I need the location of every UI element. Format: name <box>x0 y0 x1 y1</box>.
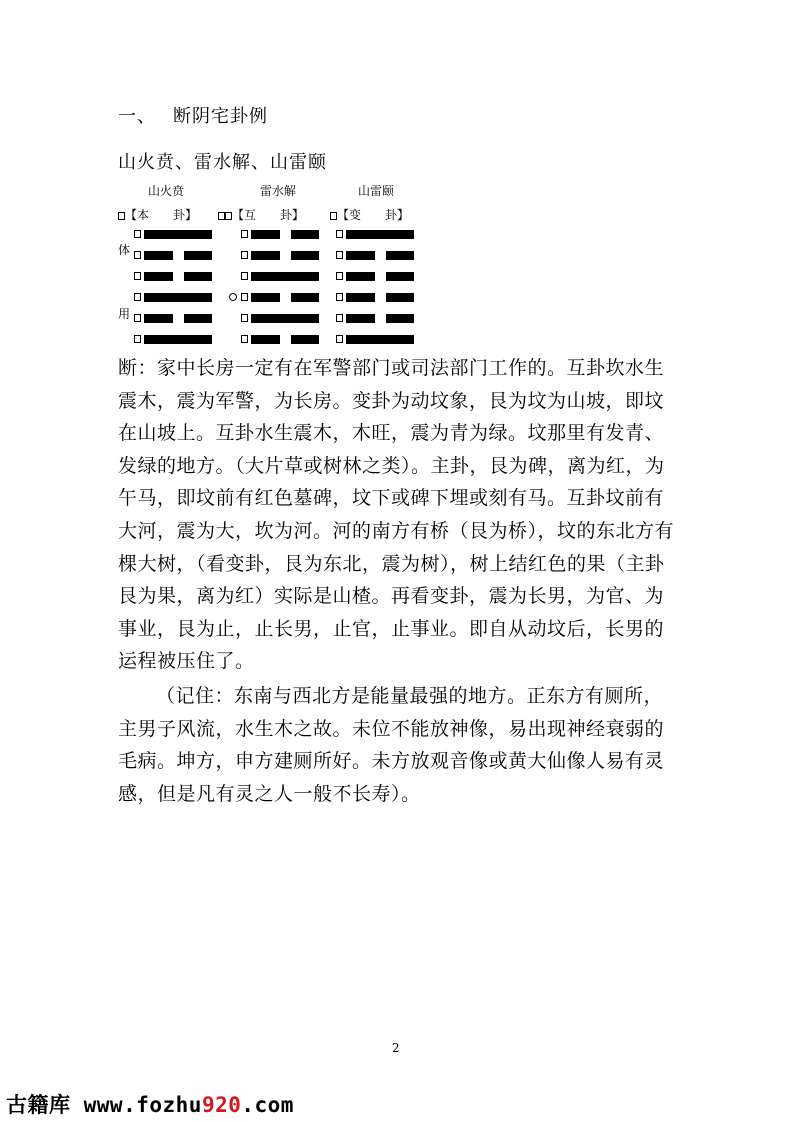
hexagram-title-hu: 雷水解 <box>260 184 297 198</box>
yao-line-yang <box>144 335 214 344</box>
yao-line-yin <box>251 335 321 344</box>
moving-line-marker <box>229 293 237 301</box>
yao-line-yin <box>144 272 214 281</box>
yao-line-yang <box>251 272 321 281</box>
yao-line-yang <box>144 293 214 302</box>
watermark <box>6 1089 294 1119</box>
section-heading <box>118 102 268 128</box>
page-number: 2 <box>392 1041 400 1055</box>
yao-line-yang <box>346 230 416 239</box>
hexagram-1 <box>144 230 214 350</box>
hexagram-title-bian: 山雷颐 <box>358 184 395 198</box>
watermark-suffix: .com <box>241 1093 294 1117</box>
example-title: 山火贲、雷水解、山雷颐 <box>118 152 327 173</box>
yao-line-yin <box>251 293 321 302</box>
yao-line-yin <box>251 251 321 260</box>
label-bian: 【变 卦】 <box>330 206 409 223</box>
watermark-prefix: 古籍库 www.fozhu <box>6 1093 202 1117</box>
yao-line-yang <box>144 230 214 239</box>
section-number: 一、 <box>118 106 156 127</box>
yao-line-yin <box>251 230 321 239</box>
yao-line-yin <box>346 314 416 323</box>
yao-line-yin <box>346 293 416 302</box>
hexagram-3 <box>346 230 416 350</box>
label-ben: 【本 卦】 <box>118 206 197 223</box>
section-title: 断阴宅卦例 <box>173 106 268 127</box>
watermark-accent: 920 <box>201 1093 242 1117</box>
hexagram-2 <box>251 230 321 350</box>
yao-line-yang <box>346 335 416 344</box>
analysis-paragraph: 断：家中长房一定有在军警部门或司法部门工作的。互卦坎水生震木，震为军警，为长房。变卦为动坟象，艮为坟为山坡，即坟在山坡上。互卦水生震木，木旺，震为青为绿。坟那里有发青、发绿的地方。（大片草或树林之类）。主卦，艮为碑，离为红，为午马，即坟前有红色墓碑，坟下或碑下埋或刻有马。互卦坟前有大河，震为大，坎为河。河的南方有桥（艮为桥），坟的东北方有棵大树，（看变卦，艮为东北，震为树），树上结红色的果（主卦艮为果，离为红）实际是山楂。再看变卦，震为长男，为官、为事业，艮为止，止长男，止官，止事业。即自从动坟后，长男的运程被压住了。 <box>118 357 675 673</box>
yao-line-yin <box>144 314 214 323</box>
label-hu: 【互 卦】 <box>218 206 304 223</box>
note-paragraph: （记住：东南与西北方是能量最强的地方。正东方有厕所，主男子风流，水生木之故。未位不能放神像，易出现神经衰弱的毛病。坤方，申方建厕所好。未方放观音像或黄大仙像人易有灵感，但是凡有灵之人一般不长寿）。 <box>118 684 665 805</box>
body-text <box>118 352 678 810</box>
side-label-ti: 体 <box>118 243 131 257</box>
side-label-yong: 用 <box>118 307 131 321</box>
yao-line-yin <box>346 251 416 260</box>
yao-line-yin <box>144 251 214 260</box>
hexagram-diagram <box>118 180 438 350</box>
yao-line-yang <box>251 314 321 323</box>
hexagram-title-ben: 山火贲 <box>148 184 185 198</box>
yao-line-yin <box>346 272 416 281</box>
